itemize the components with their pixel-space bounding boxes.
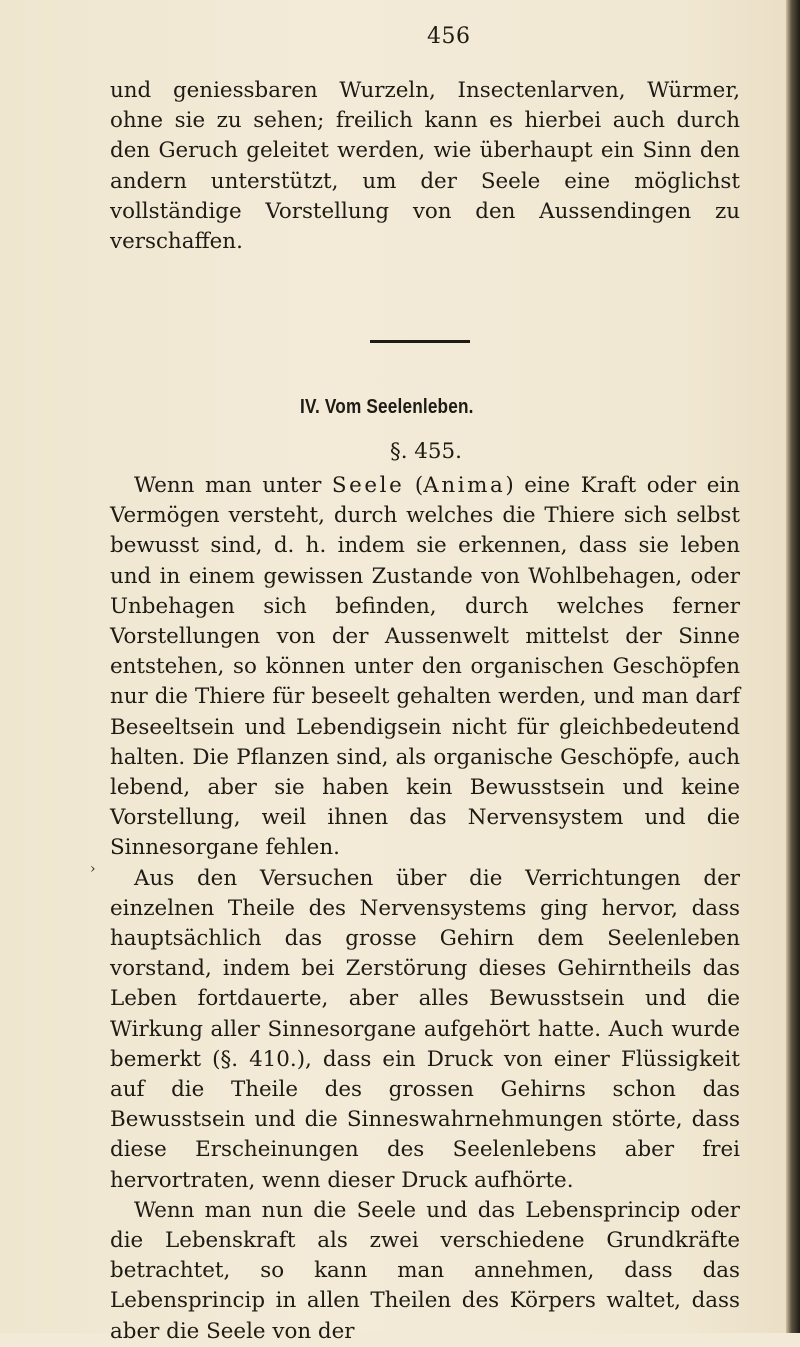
paragraph-3: Wenn man nun die Seele und das Lebensprincip oder die Lebenskraft als zwei verschiedene Grundkräfte betrachtet, so kann man annehmen, dass das Lebensprincip in allen Theilen des Körpers waltet, dass aber die Seele von der — [110, 1197, 740, 1344]
paragraph-number: §. 455. — [390, 439, 462, 464]
paragraph-2: Aus den Versuchen über die Verrichtungen der einzelnen Theile des Nervensystems ging hervor, dass hauptsächlich das grosse Gehirn dem Seelenleben vorstand, indem bei Zerstörung dieses Gehirntheils das Leben fortdauerte, aber alles Bewusstsein und die Wirkung aller Sinnesorgane aufgehört hatte. Auch wurde bemerkt (§. 410.), dass ein Druck von einer Flüssigkeit auf die Theile des grossen Gehirns schon das Bewusstsein und die Sinneswahrnehmungen störte, dass diese Erscheinungen des Seelenlebens aber frei hervortraten, wenn dieser Druck aufhörte. — [110, 865, 740, 1193]
paragraph-1-mid: ( — [404, 473, 424, 498]
continuation-paragraph — [110, 76, 740, 257]
section-divider — [370, 340, 470, 343]
margin-mark: › — [90, 861, 96, 877]
term-anima: Anima — [423, 473, 506, 498]
paragraph-1-rest: ) eine Kraft oder ein Vermögen versteht, durch welches die Thiere sich selbst bewusst sind, d. h. indem sie erkennen, dass sie leben und in einem gewissen Zustande von Wohlbehagen, oder Unbehagen sich befinden, durch welches ferner Vorstellungen von der Aussenwelt mittelst der Sinne entstehen, so können unter den organischen Geschöpfen nur die Thiere für beseelt gehalten werden, und man darf Beseeltsein und Lebendigsein nicht für gleichbedeutend halten. Die Pflanzen sind, als organische Geschöpfe, auch lebend, aber sie haben kein Bewusstsein und keine Vorstellung, weil ihnen das Nervensystem und die Sinnesorgane fehlen. — [110, 473, 741, 861]
paragraph-1-lead: Wenn man unter — [134, 473, 332, 498]
section-heading: IV. Vom Seelenleben. — [300, 396, 474, 418]
body-text — [110, 471, 740, 1347]
book-binding-edge — [786, 0, 800, 1333]
page-number: 456 — [427, 24, 471, 49]
term-seele: Seele — [331, 473, 405, 498]
paragraph-1 — [110, 471, 740, 864]
continuation-text: und geniessbaren Wurzeln, Insectenlarven, Würmer, ohne sie zu sehen; freilich kann es hierbei auch durch den Geruch geleitet werden, wie überhaupt ein Sinn den andern unterstützt, um der Seele eine möglichst vollständige Vorstellung von den Aussendingen zu verschaffen. — [110, 78, 740, 255]
